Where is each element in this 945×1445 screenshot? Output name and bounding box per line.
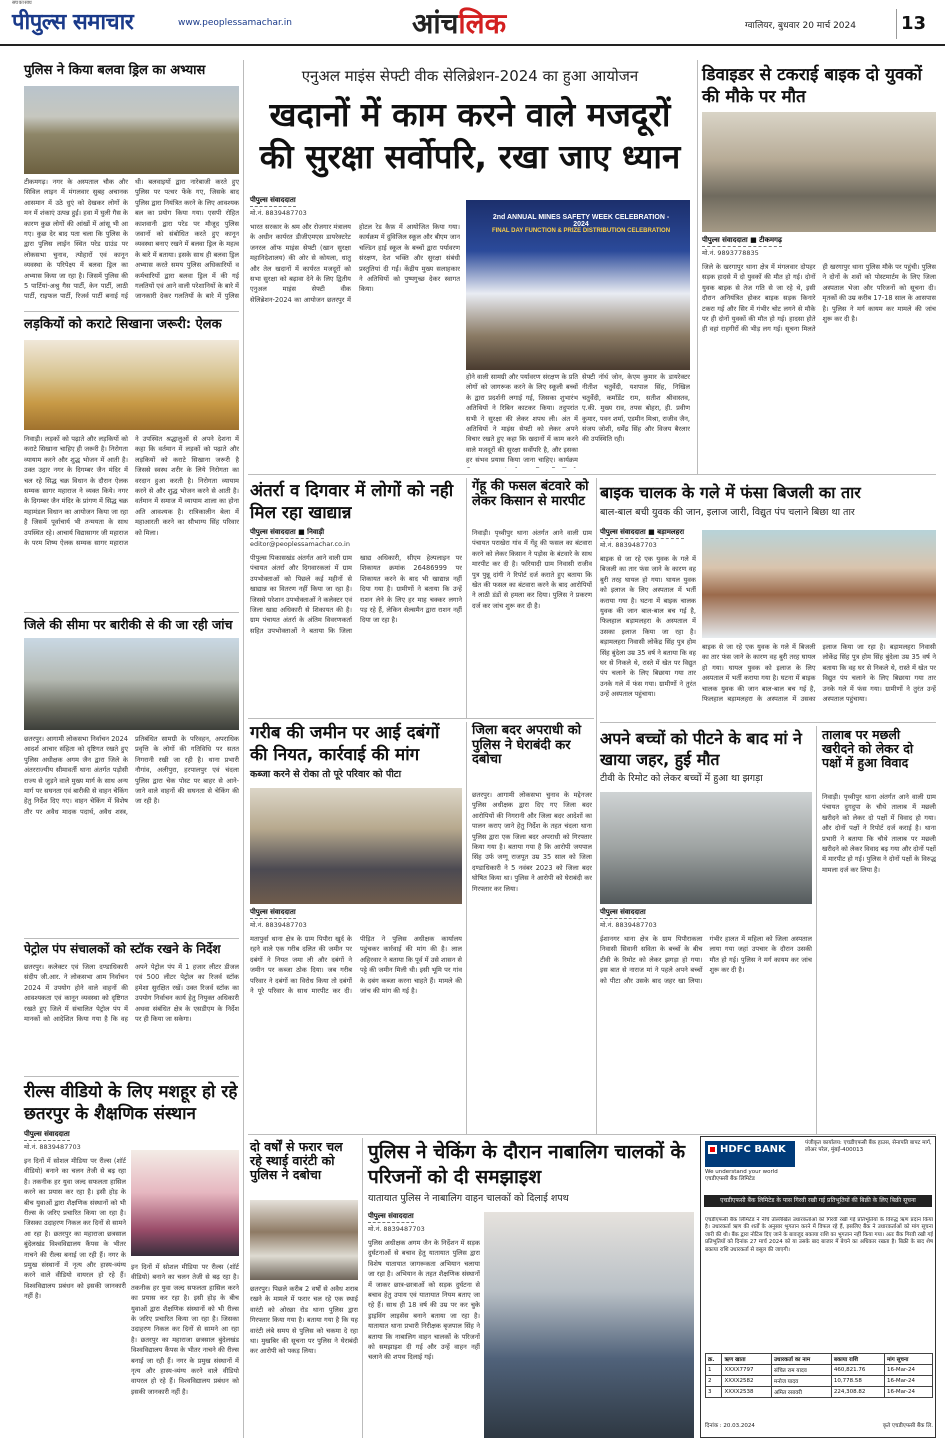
traffic-body: पुलिस अधीक्षक अगम जैन के निर्देशन में सड़क दुर्घटनाओं से बचाव हेतु यातायात पुलिस द्वारा विशेष यातायात जागरूकता अभियान चलाया जा रहा है। अभियान के तहत शैक्षणिक संस्थानों में जाकर छात्र-छात्राओं को सड़क दुर्घटना से बचाव हेतु उपाय एवं यातायात नियम बताए जा रहे हैं। साथ ही 18 वर्ष की उम्र पर कर चुके ड्राइविंग लाइसेंस बनाने बताया जा रहा है। यातायात थाना प्रभारी निरीक्षक बृजपाल सिंह ने बताया कि नाबालिग वाहन चालकों के परिजनों को समझाइश दी गई और उन्हें वाहन नहीं चलाने की शपथ दिलाई गई। — [368, 1239, 480, 1362]
ration-body: पीपुल्स पिकासखंड अंतर्गत आने वाली ग्राम पंचायत अंतर्रा और दिगवारकलां में ग्राम उपभोक्ताओं को पिछले कई महीनों से खाद्यान्न का वितरण नहीं किया जा रहा है। जिससे परेशान उपभोक्ताओं ने कलेक्टर एवं जिला खाद्य अधिकारी से शिकायत की है। ग्राम पंचायत अंतर्रा के अंतिम विवरणकर्ता सहित उपभोक्ताओं ने बताया कि जिला खाद्य अधिकारी, सीएम हेल्पलाइन पर शिकायत क्रमांक 26486999 पर शिकायत करने के बाद भी खाद्यान्न नहीं दिया गया है। ग्रामीणों ने बताया कि उन्हें राशन लेने के लिए हर माह चक्कर लगाने पड़ रहे हैं, लेकिन सेल्समैन द्वारा राशन नहीं दिया जा रहा है। — [250, 554, 462, 635]
bank-address: पंजीकृत कार्यालय: एचडीएफसी बैंक हाउस, सेनापति बापट मार्ग, लोअर परेल, मुंबई-400013 — [805, 1140, 932, 1153]
reels-photo — [131, 1150, 239, 1256]
karate-photo — [24, 340, 239, 430]
wire-hospital-photo — [702, 530, 936, 638]
divider — [248, 718, 594, 719]
bike-mobile: मो.नं. 9893778835 — [702, 249, 759, 257]
traffic-byline: पीपुल्स संवाददाता — [368, 1212, 414, 1223]
poor-headline[interactable]: गरीब की जमीन पर आई दबंगों की नियत, कार्रवाई की मांग — [250, 723, 440, 765]
cell: 460,821.76 — [831, 1365, 884, 1376]
event-banner-sub: FINAL DAY FUNCTION & PRIZE DISTRIBUTION CELEBRATION — [491, 228, 671, 234]
traffic-headline[interactable]: पुलिस ने चेकिंग के दौरान नाबालिग चालकों के परिजनों को दी समझाइश — [368, 1141, 686, 1188]
cell: 224,308.82 — [831, 1387, 884, 1398]
absconding-body: छतरपुर। आगामी लोकसभा चुनाव के मद्देनजर पुलिस अधीक्षक द्वारा दिए गए जिला बदर आरोपियों की निगरानी और जिला बदर आदेशों का पालन कराए जाने हेतु निर्देश के तहत चंदला थाना पुलिस द्वारा एक जिला बदर अपराधी को गिरफ्तार किया गया है। बताया गया है कि आरोपी जयपाल सिंह उर्फ जग्गू राजपूत उम्र 35 साल को जिला दण्डाधिकारी ने 5 नवंबर 2023 को जिला बदर घोषित किया था। पुलिस ने आरोपी को घेराबंदी कर गिरफ्तार कर लिया। — [472, 791, 592, 893]
cell: 1 — [706, 1365, 722, 1376]
hdfc-bank-notice — [700, 1136, 936, 1438]
poor-body: मतापुर्वा थाना क्षेत्र के ग्राम पिपौरा खुर्द के रहने वाले एक गरीब दलित की जमीन पर दबंगों ने नियत जमा ली और दबंगों ने जमीन पर कब्जा ठोक दिया। जब गरीब परिवार ने दबंगों का विरोध किया तो दबंगों ने पूरे परिवार के साथ मारपीट कर दी। पीड़ित ने पुलिस अधीक्षक कार्यालय पहुंचकर कार्रवाई की मांग की है। लाल अहिरवार ने बताया कि पूर्व में उसे शासन से पट्टे की जमीन मिली थी। इसी भूमि पर गांव के दबंग कब्जा करना चाहते हैं। मामले की जांच की मांग की गई है। — [250, 935, 462, 996]
bank-tagline-text: We understand your world — [705, 1169, 778, 1175]
karate-body: निवाड़ी। लड़कों को पढ़ाते और लड़कियों को कराटे सिखाना चाहिए ही जरूरी है। निरोगता व्यायाम करने और शुद्ध भोजन में आती है। उक्त उद्गार नगर के दिगम्बर जैन मंदिर में चल रहे सिद्ध चक्र विधान के दौरान ऐलक सम्यक सागर महाराज ने व्यक्त किये। नगर के दिगम्बर जैन मंदिर के प्रांगण में सिद्ध चक्र महामंडल विधान का आयोजन किया जा रहा है जिसमें पूर्वाचार्य भी तन्मयता के साथ उपस्थित रहे। आचार्य विद्यासागर जी महाराज के परम शिष्य ऐलक सम्यक सागर महाराज ने उपस्थित श्रद्धालुओं से अपने देशना में कहा कि वर्तमान में लड़कों को पढ़ाते और लड़कियों को कराटे सिखाना जरूरी है जिससे स्वस्थ शरीर के लिये निरोगता का वरदान हुआ करती है। निरोगता व्यायाम करने से और शुद्ध भोजन करने से आती है। वर्तमान में समाज में व्यायाम शाला का होना अति आवश्यक है। रात्रिकालीन बेला में महाआरती करने का सौभाग्य सिंह परिवार को मिला। — [24, 435, 239, 548]
mines-body-left: भारत सरकार के श्रम और रोजगार मंत्रालय के अधीन कार्यरत डीजीएमएस डायरेक्टरेट जनरल ऑफ माइंस सेफ्टी (खान सुरक्षा महानिदेशालय) की ओर से कोयला, धातु और तेल खदानों में कार्यरत मजदूरों को सभा सुरक्षा को बढ़ावा देने के लिए द्वितीय एनुअल माइंस सेफ्टी वीक सेलिब्रेशन-2024 का आयोजन छतरपुर में होटल रेड कैफ़ में आयोजित किया गया। कार्यक्रम में दुविजिल स्कूल और बीएम जान चल्डिन हाई स्कूल के बच्चों द्वारा पर्यावरण संरक्षण, देश भक्ति और सुरक्षा संबंधी प्रस्तुतियां दी गईं। केंद्रीय मुख्य सलाहकार ने अतिथियों को पुष्पगुच्छ देकर स्वागत किया। — [250, 223, 460, 304]
poison-headline[interactable]: अपने बच्चों को पीटने के बाद मां ने खाया जहर, हुई मौत — [600, 729, 802, 769]
wire-mobile: मो.नं. 8839487703 — [600, 541, 657, 549]
dateline: ग्वालियर, बुधवार 20 मार्च 2024 — [745, 21, 856, 31]
column-divider — [243, 60, 244, 1438]
divider — [600, 474, 936, 475]
fish-body: निवाड़ी। पृथ्वीपुर थाना अंतर्गत आने वाली ग्राम पंचायत दुगदुपा के चौथे तालाब में मछली खरीदने को लेकर दो पक्षों में विवाद हो गया। और दोनों पक्षों ने रिपोर्ट दर्ज कराई है। थाना प्रभारी ने बताया कि चौथे तालाब पर मछली खरीदने को लेकर विवाद बढ़ गया और दोनों पक्षों में मारपीट हो गई। पुलिस ने दोनों पक्षों के विरुद्ध मामला दर्ज कर लिया है। — [822, 793, 936, 874]
col-account: ऋण खाता — [722, 1354, 772, 1365]
cell: 16-Mar-24 — [884, 1376, 932, 1387]
reels-headline[interactable]: रील्स वीडियो के लिए मशहूर हो रहे छतरपुर के शैक्षणिक संस्थान — [24, 1082, 238, 1124]
poison-body: ईशानगर थाना क्षेत्र के ग्राम पिपौराकला निवासी सिवानी सविता के बच्चों के बीच टीवी के रिमोट को लेकर झगड़ा हो गया। इस बात से नाराज मां ने पहले अपने बच्चों को पीटा और उसके बाद जहर खा लिया। गंभीर हालत में महिला को जिला अस्पताल लाया गया जहां उपचार के दौरान उसकी मौत हो गई। पुलिस ने मर्ग कायम कर जांच शुरू कर दी है। — [600, 935, 812, 985]
bank-date: दिनांक : 20.03.2024 — [705, 1423, 755, 1429]
ration-headline[interactable]: अंतर्रा व दिगवार में लोगों को नही मिल रहा खाद्यान्न — [250, 481, 454, 523]
website-link[interactable]: www.peoplessamachar.in — [178, 18, 292, 28]
column-divider — [466, 478, 467, 718]
bike-body: जिले के खरगापुर थाना क्षेत्र में मंगलवार दोपहर सड़क हादसे में दो युवकों की मौत हो गई। दोनों युवक बाइक से तेज गति से जा रहे थे, इसी दौरान अनियंत्रित होकर बाइक सड़क किनारे टकरा गई और सिर में गंभीर चोट लगने से मौके पर ही दोनों युवकों की मौत हो गई। हादसा होते ही वहां राहगीरों की भीड़ लग गई। सूचना मिलते ही खरगापुर थाना पुलिस मौके पर पहुंची। पुलिस ने दोनों के शवों को पोस्टमार्टम के लिए जिला अस्पताल भेजा और परिजनों को सूचना दी। मृतकों की उम्र करीब 17-18 साल के आसपास है। पुलिस ने मर्ग कायम कर मामले की जांच शुरू कर दी है। — [702, 263, 936, 334]
table-row — [706, 1387, 933, 1398]
fish-headline[interactable]: तालाब पर मछली खरीदने को लेकर दो पक्षों में हुआ विवाद — [822, 727, 914, 770]
col-notice: मांग सूचना — [884, 1354, 932, 1365]
cell: संचित राम यादव — [772, 1365, 832, 1376]
cell: मनोज यादव — [772, 1376, 832, 1387]
bike-headline[interactable]: डिवाइडर से टकराई बाइक दो युवकों की मौके पर मौत — [702, 65, 922, 107]
cell: XXXX2538 — [722, 1387, 772, 1398]
cell: XXXX7797 — [722, 1365, 772, 1376]
wire-byline: पीपुल्स संवाददाता ■ बड़ामलहरा — [600, 528, 684, 539]
section-title-b: लिक — [458, 7, 507, 40]
warrant-photo — [250, 1200, 358, 1280]
wire-headline[interactable]: बाइक चालक के गले में फंसा बिजली का तार — [600, 483, 861, 502]
wheat-headline[interactable]: गेंहू की फसल बंटवारे को लेकर किसान से मारपीट — [472, 479, 589, 509]
bank-logo — [705, 1141, 795, 1167]
divider — [24, 311, 239, 312]
wire-deck: बाल-बाल बची युवक की जान, इलाज जारी, विद्युत पंप चलाने बिछा था तार — [600, 507, 855, 518]
divider — [24, 938, 239, 939]
poor-mobile: मो.नं. 8839487703 — [250, 921, 307, 929]
table-row — [706, 1365, 933, 1376]
poor-deck: कब्जा करने से रोका तो पूरे परिवार को पीटा — [250, 769, 402, 780]
traffic-mobile: मो.नं. 8839487703 — [368, 1225, 425, 1233]
traffic-deck: यातायात पुलिस ने नाबालिग वाहन चालकों को दिलाई शपथ — [368, 1193, 569, 1204]
cell: 16-Mar-24 — [884, 1365, 932, 1376]
bike-accident-photo — [702, 112, 936, 232]
logo-tagline: सच का साथ — [12, 0, 32, 6]
cell: 16-Mar-24 — [884, 1387, 932, 1398]
poison-mobile: मो.नं. 8839487703 — [600, 921, 657, 929]
section-title — [412, 4, 506, 42]
column-divider — [362, 1138, 363, 1438]
divider — [248, 1134, 936, 1135]
divider — [600, 722, 936, 723]
table-row — [706, 1376, 933, 1387]
warrant-body: छतरपुर। पिछले करीब 2 वर्षों से अवैध शराब रखने के मामले में फरार चल रहे एक स्थाई वारंटी को ओरछा रोड थाना पुलिस द्वारा गिरफ्तार किया गया है। बताया गया है कि यह वारंटी लंबे समय से पुलिस को चकमा दे रहा था। मुखबिर की सूचना पर पुलिस ने घेराबंदी कर आरोपी को पकड़ लिया। — [250, 1285, 358, 1356]
section-title-a: आंच — [412, 7, 459, 40]
poison-deck: टीवी के रिमोट को लेकर बच्चों में हुआ था झगड़ा — [600, 773, 763, 784]
drill-headline[interactable]: पुलिस ने किया बलवा ड्रिल का अभ्यास — [24, 63, 206, 78]
traffic-photo — [484, 1212, 694, 1438]
poor-photo — [250, 788, 462, 904]
bank-footer — [705, 1421, 933, 1429]
event-banner: 2nd ANNUAL MINES SAFETY WEEK CELEBRATION - 2024 — [492, 214, 670, 228]
drill-photo — [24, 86, 239, 174]
warrant-headline[interactable]: दो वर्षों से फरार चल रहे स्थाई वारंटी को पुलिस ने दबोचा — [250, 1139, 343, 1182]
column-divider — [466, 722, 467, 1134]
bank-table — [705, 1353, 933, 1398]
bank-tagline — [705, 1169, 805, 1183]
bank-notice-title: एचडीएफसी बैंक लिमिटेड के पास गिरवी रखी गई प्रतिभूतियों की बिक्री के लिए बिक्री सूचना — [704, 1195, 932, 1207]
ration-email[interactable]: editor@peoplessamachar.co.in — [250, 540, 350, 548]
column-divider — [596, 478, 597, 1134]
absconding-headline[interactable]: जिला बदर अपराधी को पुलिस ने घेराबंदी कर दबोचा — [472, 723, 582, 768]
poison-byline: पीपुल्स संवाददाता — [600, 908, 646, 919]
divider — [24, 612, 239, 613]
mines-byline: पीपुल्स संवाददाता — [250, 196, 296, 207]
mines-headline[interactable]: खदानों में काम करने वाले मजदूरों की सुरक्षा सर्वोपरि, रखा जाए ध्यान — [259, 95, 681, 176]
reels-body: इन दिनों में सोशल मीडिया पर रील्स (शॉर्ट वीडियो) बनाने का चलन तेजी से बढ़ रहा है। तकनीक हर युवा जल्द सफलता हासिल करने का प्रयास कर रहा है। इसी होड़ के बीच युवाओं द्वारा शैक्षणिक संस्थानों को भी रील्स के जरिए प्रचारित किया जा रहा है। जिसका उदाहरण निकल कर दिनों से सामने आ रहा है। छतरपुर का महाराजा छत्रसाल बुंदेलखंड विश्वविद्यालय कैंपस के भीतर नाचने की रील्स बनाई जा रही हैं। नगर के प्रमुख संस्थानों में नृत्य और हास्य-व्यंग्य करने वाले वीडियो वायरल हो रहे हैं। विश्वविद्यालय प्रबंधन को इसकी जानकारी नहीं है। — [24, 1157, 126, 1301]
poison-photo — [600, 792, 812, 904]
divider — [24, 1076, 239, 1077]
bank-sub: एचडीएफसी बैंक लिमिटेड — [705, 1176, 755, 1182]
border-headline[interactable]: जिले की सीमा पर बारीकी से की जा रही जांच — [24, 617, 233, 632]
mines-mobile: मो.नं. 8839487703 — [250, 209, 307, 217]
border-check-photo — [24, 638, 239, 730]
ration-byline: पीपुल्स संवाददाता ■ निवाड़ी — [250, 528, 324, 539]
cell: 10,778.58 — [831, 1376, 884, 1387]
petrol-body: छतरपुर। कलेक्टर एवं जिला दण्डाधिकारी संदीप जी.आर. ने लोकसभा आम निर्वाचन 2024 में उपयोग होने वाले वाहनों की आवश्यकता एवं कानून व्यवस्था को दृष्टिगत रखते हुए जिले में संचालित पेट्रोल पंप में मानकों को आदेशित किया गया है कि वह अपने पेट्रोल पंप में 1 हजार लीटर डीजल एवं 500 लीटर पेट्रोल का रिजर्व स्टॉक हमेशा सुरक्षित रखें। उक्त रिजर्व स्टॉक का उपयोग निर्वाचन कार्य हेतु नियुक्त अधिकारी अथवा संबंधित क्षेत्र के एसडीएम के निर्देश पर ही किया जा सकेगा। — [24, 963, 239, 1024]
mines-body-mid: होने वाली सामग्री और पर्यावरण संरक्षण के प्रति लोगों को जागरूक करने के लिए स्कूली बच्चों के द्वारा प्रदर्शनी लगाई गई, जिसका शुभारंभ अतिथियों ने रिबिन काटकर किया। तदुपरांत सभी ने सुरक्षा की लेकर शपथ ली। अंत में अतिथियों ने माइंस सेफ्टी को लेकर अपने विचार रखते हुए कहा कि खदानों में काम करने वाले मजदूरों की सुरक्षा सर्वोपरि है, और इसका हर संभव प्रयास किया जाना चाहिए। कार्यक्रम — [466, 373, 578, 465]
cell: 3 — [706, 1387, 722, 1398]
bank-sign: कृते एचडीएफसी बैंक लि. — [882, 1423, 933, 1429]
bank-logo-icon — [708, 1145, 717, 1154]
wheat-body: निवाड़ी। पृथ्वीपुर थाना अंतर्गत आने वाली ग्राम पंचायत पराखेरा गांव में गेंहू की फसल का बंटवारा करने को लेकर किसान ने पड़ोस के बंटवारे के साथ मारपीट कर दी है। फरियादी ग्राम निवासी राजीव पुत्र पुन्नू दांगी ने रिपोर्ट दर्ज कराते हुए बताया कि खेत की फसल का बंटवारा करने के बाद आरोपियों ने लाठी डंडों से हमला कर दिया। पुलिस ने प्रकरण दर्ज कर जांच शुरू कर दी है। — [472, 529, 592, 610]
bank-name: HDFC BANK — [720, 1144, 786, 1155]
col-sno: क्र. — [706, 1354, 722, 1365]
cell: XXXX2582 — [722, 1376, 772, 1387]
reels-byline: पीपुल्स संवाददाता — [24, 1130, 70, 1141]
cell: 2 — [706, 1376, 722, 1387]
wire-body: बाइक से जा रहे एक युवक के गले में बिजली का तार फंस जाने के कारण वह बुरी तरह घायल हो गया। घायल युवक को इलाज के लिए अस्पताल में भर्ती कराया गया है। घटना में बाइक चालक युवक की जान बाल-बाल बच गई है, फिलहाल बड़ामलहरा के अस्पताल में उसका इलाज किया जा रहा है। बड़ामलहरा निवासी लोकेंद्र सिंह पुत्र होम सिंह बुंदेला उम्र 35 वर्ष ने बताया कि वह घर से निकले थे, रास्ते में खेत पर विद्युत पंप चलाने के लिए बिछाया गया तार उनके गले में फंस गया। ग्रामीणों ने तुरंत उन्हें अस्पताल पहुंचाया। — [600, 555, 696, 699]
petrol-headline[interactable]: पेट्रोल पंप संचालकों को स्टॉक रखने के निर्देश — [24, 942, 221, 956]
reels-body-cont: इन दिनों में सोशल मीडिया पर रील्स (शॉर्ट वीडियो) बनाने का चलन तेजी से बढ़ रहा है। तकनीक हर युवा जल्द सफलता हासिल करने का प्रयास कर रहा है। इसी होड़ के बीच युवाओं द्वारा शैक्षणिक संस्थानों को भी रील्स के जरिए प्रचारित किया जा रहा है। जिसका उदाहरण निकल कर दिनों से सामने आ रहा है। छतरपुर का महाराजा छत्रसाल बुंदेलखंड विश्वविद्यालय कैंपस के भीतर नाचने की रील्स बनाई जा रही हैं। नगर के प्रमुख संस्थानों में नृत्य और हास्य-व्यंग्य करने वाले वीडियो वायरल हो रहे हैं। विश्वविद्यालय प्रबंधन को इसकी जानकारी नहीं है। — [131, 1263, 239, 1396]
reels-mobile: मो.नं. 8839487703 — [24, 1143, 81, 1151]
wire-body-cont: बाइक से जा रहे एक युवक के गले में बिजली का तार फंस जाने के कारण वह बुरी तरह घायल हो गया। घायल युवक को इलाज के लिए अस्पताल में भर्ती कराया गया है। घटना में बाइक चालक युवक की जान बाल-बाल बच गई है, फिलहाल बड़ामलहरा के अस्पताल में उसका इलाज किया जा रहा है। बड़ामलहरा निवासी लोकेंद्र सिंह पुत्र होम सिंह बुंदेला उम्र 35 वर्ष ने बताया कि वह घर से निकले थे, रास्ते में खेत पर विद्युत पंप चलाने के लिए बिछाया गया तार उनके गले में फंस गया। ग्रामीणों ने तुरंत उन्हें अस्पताल पहुंचाया। — [702, 643, 936, 704]
bike-byline: पीपुल्स संवाददाता ■ टीकमगढ़ — [702, 236, 782, 247]
col-amount: बकाया राशि — [831, 1354, 884, 1365]
border-body: छतरपुर। आगामी लोकसभा निर्वाचन 2024 आदर्श आचार संहिता को दृष्टिगत रखते हुए पुलिस अधीक्षक अगम जैन द्वारा जिले के अंतरराज्यीय सीमावर्ती थाना अंतर्गत पड़ोसी राज्य से जुड़ने वाले मुख्य मार्ग के साथ अन्य मार्ग पर सघनता एवं बारीकी से वाहन चेकिंग हेतु निर्देश दिए गए। वाहन चेकिंग में विशेष तौर पर अवैध मादक पदार्थ, अवैध शस्त्र, प्रतिबंधित सामग्री के परिवहन, अपराधिक प्रवृत्ति के लोगों की गतिविधि पर सतत निगरानी रखी जा रही है। थाना प्रभारी नौगांव, अलीपुरा, हरपालपुर एवं चंदला पुलिस द्वारा चेक पोस्ट पर बाहर से आने-जाने वाले वाहनों की सघनता से चेकिंग की जा रही है। — [24, 735, 239, 816]
page-number: 13 — [896, 9, 930, 39]
logo-text: पीपुल्स समाचार — [12, 9, 134, 35]
drill-body: टीकमगढ़। नगर के अस्पताल चौक और सिविल लाइन में मंगलवार सुबह अचानक आसमान में उठे धुएं को देखकर लोगों के मन में शंकाएं उत्पन्न हुईं। हवा में घुली गैस के कारण कुछ लोगों की आंखों में आंसू भी आ गए। कुछ देर बाद पता चला कि पुलिस के द्वारा पुलिस लाईन स्थित परेड ग्राउंड पर लोकसभा चुनाव, त्योहारों एवं कानून व्यवस्था के परिपेक्ष्य में बलवा ड्रिल का अभ्यास किया जा रहा है। जिसमें पुलिस की 5 पार्टियां-अश्रु गैस पार्टी, केन पार्टी, लाठी पार्टी, राइफल पार्टी, रिजर्व पार्टी बनाई गई थी। बलवाइयों द्वारा नारेबाजी करते हुए पुलिस पर पत्थर फेंके गए, जिसके बाद पुलिस द्वारा नियंत्रित करने के लिए आवश्यक बल का प्रयोग किया गया। एसपी रोहित काशवानी द्वारा परेड पर मौजूद पुलिस जवानों को संबोधित करते हुए कानून व्यवस्था बनाए रखने में बलवा ड्रिल के महत्व के बारे में बताया। इसके साथ ही बलवा ड्रिल अभ्यास करते समय पुलिस अधिकारियों व कर्मचारियों द्वारा बलवा ड्रिल में की गई गलतियों एवं आने वाली परेशानियों के बारे में जानकारी देकर गलतियों के बारे में पुलिस — [24, 178, 239, 301]
karate-headline[interactable]: लड़कियों को कराटे सिखाना जरूरी: ऐलक — [24, 317, 222, 332]
cell: अमित रसावरी — [772, 1387, 832, 1398]
bank-notice-body: एचडीएफसी बैंक लिमिटेड ने नीचे उल्लिखित उधारकर्ताओं को गिरवी रखी गई प्रतिभूतियों के विरुद्ध ऋण प्रदान किया है। उधारकर्ता ऋण की शर्तों के अनुसार भुगतान करने में विफल रहे हैं, इसलिए बैंक ने उधारकर्ताओं को मांग सूचना जारी की थी। बैंक द्वारा नोटिस दिए जाने के बावजूद बकाया राशि का भुगतान नहीं किया गया। अतः बैंक गिरवी रखी गई प्रतिभूतियों को दिनांक 27 मार्च 2024 को या उसके बाद बाजार में बेचने का अधिकार रखता है। बिक्री के बाद शेष बकाया राशि उधारकर्ता से वसूल की जाएगी। — [705, 1217, 933, 1253]
col-name: उधारकर्ता का नाम — [772, 1354, 832, 1365]
column-divider — [816, 726, 817, 1134]
bank-table-header — [706, 1354, 933, 1365]
poor-byline: पीपुल्स संवाददाता — [250, 908, 296, 919]
newspaper-logo[interactable] — [12, 0, 134, 36]
column-divider — [697, 60, 698, 474]
mines-kicker: एनुअल माइंस सेफ्टी वीक सेलिब्रेशन-2024 का हुआ आयोजन — [301, 67, 639, 85]
masthead — [0, 0, 945, 46]
mines-event-photo — [466, 200, 690, 370]
mines-body-right: सेफ्टी नॉर्थ जोन, केएम कुमार के डायरेक्टर नीतीश चतुर्वेदी, यशपाल सिंह, निखिल चतुर्वेदी, कमाँडेंट राम, सतीश श्रीवास्तव, ए.की. मुख्य राव, तपस बोहरा, ही. प्रवीण कुमार, पवन शर्मा, एडमीन मिश्रा, राजीव जैन, संजय जोशी, धर्मेंद्र सिंह और विजय बैरलार की उपस्थिति रही। — [582, 373, 690, 444]
